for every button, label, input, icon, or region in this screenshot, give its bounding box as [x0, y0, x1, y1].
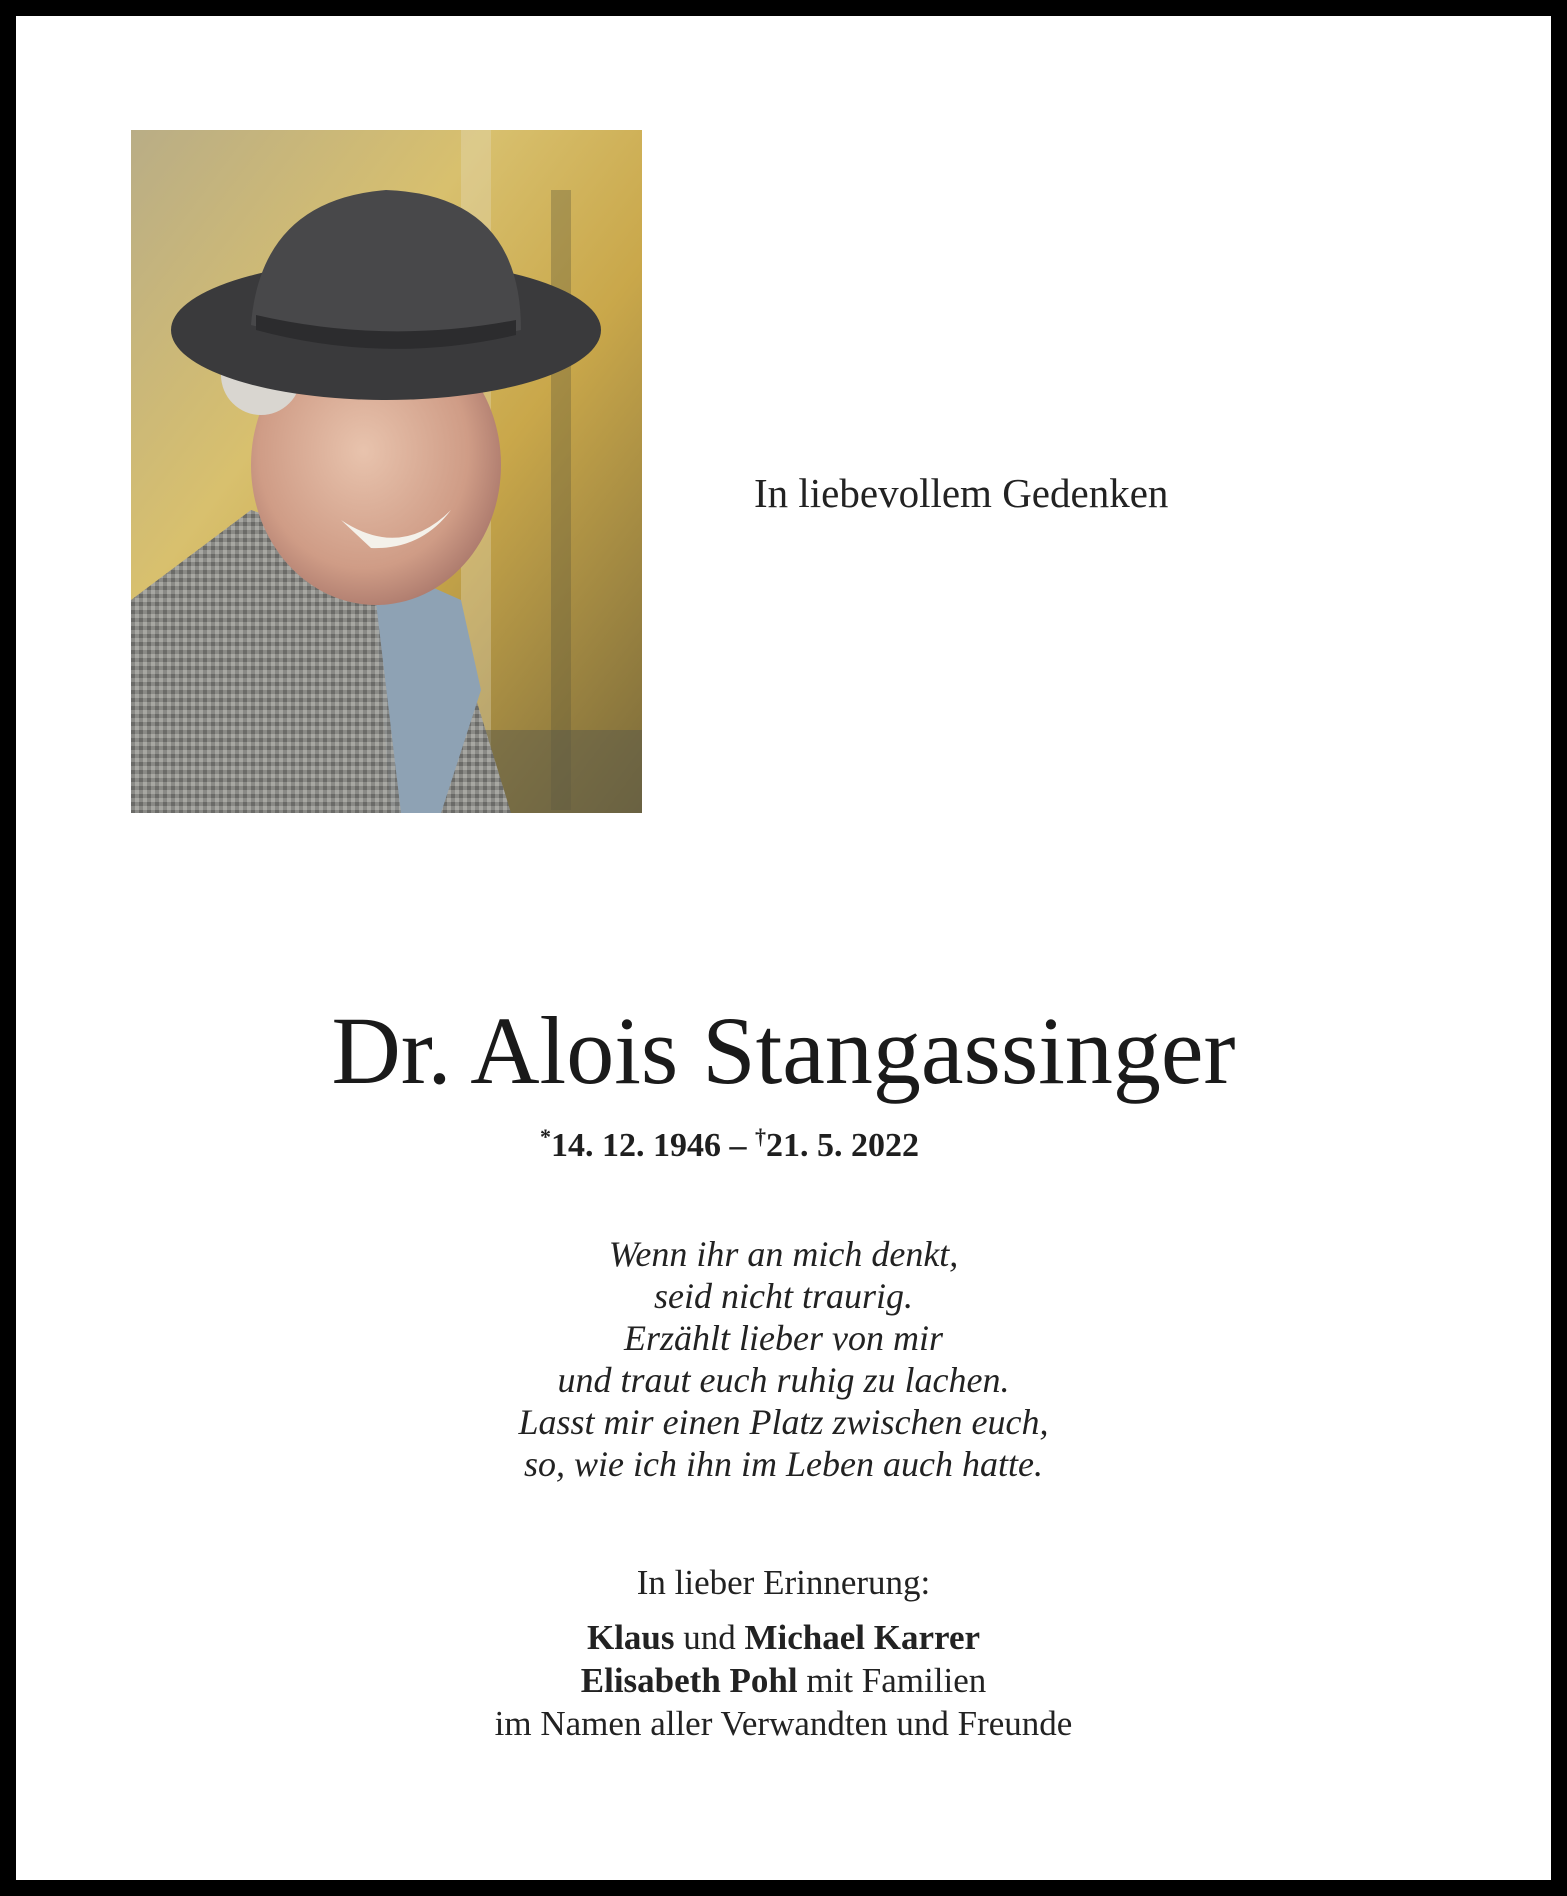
death-symbol: † [755, 1124, 766, 1149]
deceased-name: Dr. Alois Stangassinger [331, 997, 1236, 1104]
mourner-name: Elisabeth Pohl [580, 1661, 798, 1700]
life-dates [540, 1124, 919, 1165]
poem-line: und traut euch ruhig zu lachen. [557, 1360, 1010, 1400]
mourner-suffix: mit Familien [797, 1661, 987, 1700]
birth-date: 14. 12. 1946 [551, 1127, 721, 1164]
born-symbol: * [540, 1124, 551, 1149]
closing-intro: In lieber Erinnerung: [636, 1563, 931, 1602]
death-date: 21. 5. 2022 [766, 1127, 919, 1164]
poem-line: Lasst mir einen Platz zwischen euch, [518, 1402, 1049, 1442]
mourners-line-3: im Namen aller Verwandten und Freunde [494, 1704, 1073, 1743]
obituary-notice [16, 16, 1551, 1880]
mourner-join: und [674, 1618, 745, 1657]
portrait-photo-icon [131, 130, 642, 813]
mourners-line-2 [16, 1659, 1551, 1702]
mourners-line-1 [16, 1616, 1551, 1659]
poem [16, 1233, 1551, 1485]
motto-text: In liebevollem Gedenken [754, 470, 1169, 516]
poem-line: Erzählt lieber von mir [624, 1318, 943, 1358]
mourners-block [16, 1561, 1551, 1745]
poem-line: seid nicht traurig. [654, 1276, 913, 1316]
poem-line: Wenn ihr an mich denkt, [608, 1234, 959, 1274]
portrait-photo [131, 130, 642, 813]
date-separator: – [721, 1127, 755, 1164]
mourner-name: Michael Karrer [744, 1618, 981, 1657]
poem-line: so, wie ich ihn im Leben auch hatte. [524, 1444, 1043, 1484]
mourner-name: Klaus [586, 1618, 675, 1657]
